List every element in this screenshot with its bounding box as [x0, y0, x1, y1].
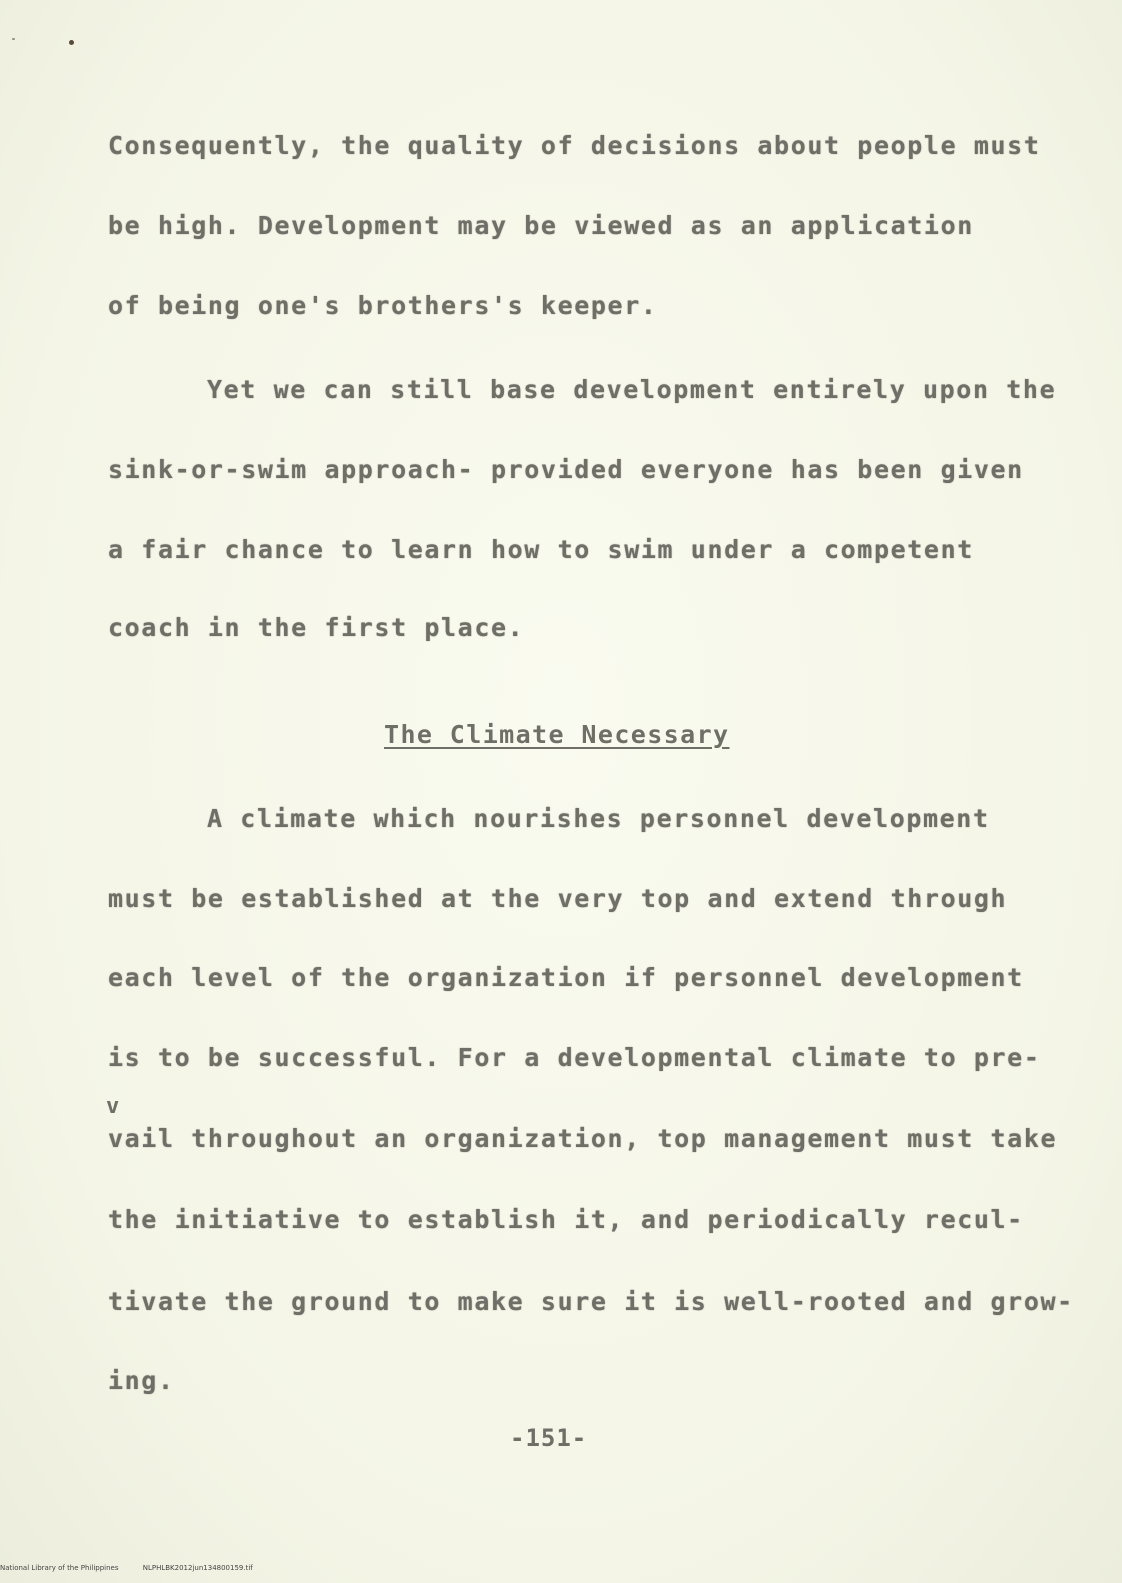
ink-speck [12, 38, 15, 40]
text-line: the initiative to establish it, and periodically recul- [108, 1205, 1024, 1234]
stray-mark: v [106, 1094, 120, 1119]
text-line: vail throughout an organization, top management must take [108, 1124, 1058, 1153]
text-line: be high. Development may be viewed as an application [108, 211, 974, 240]
text-line: ing. [108, 1366, 175, 1395]
ink-speck [69, 40, 74, 45]
text-line: each level of the organization if personnel development [108, 963, 1024, 992]
text-line: must be established at the very top and extend through [108, 884, 1008, 913]
text-line: sink-or-swim approach- provided everyone has been given [108, 455, 1024, 484]
text-line: of being one's brothers's keeper. [108, 291, 658, 320]
text-line: coach in the first place. [108, 613, 525, 642]
text-line: Consequently, the quality of decisions about people must [108, 131, 1041, 160]
text-line: Yet we can still base development entirely upon the [207, 375, 1057, 404]
library-credit: National Library of the Philippines [0, 1564, 119, 1572]
page-number: -151- [510, 1424, 588, 1452]
section-heading: The Climate Necessary [384, 720, 730, 749]
text-line: tivate the ground to make sure it is well-rooted and grow- [108, 1287, 1074, 1316]
file-name: NLPHLBK2012jun134800159.tif [142, 1564, 253, 1572]
text-line: A climate which nourishes personnel development [207, 804, 990, 833]
text-line: a fair chance to learn how to swim under a competent [108, 535, 974, 564]
scan-footer [0, 1564, 275, 1572]
text-line: is to be successful. For a developmental climate to pre- [108, 1043, 1041, 1072]
